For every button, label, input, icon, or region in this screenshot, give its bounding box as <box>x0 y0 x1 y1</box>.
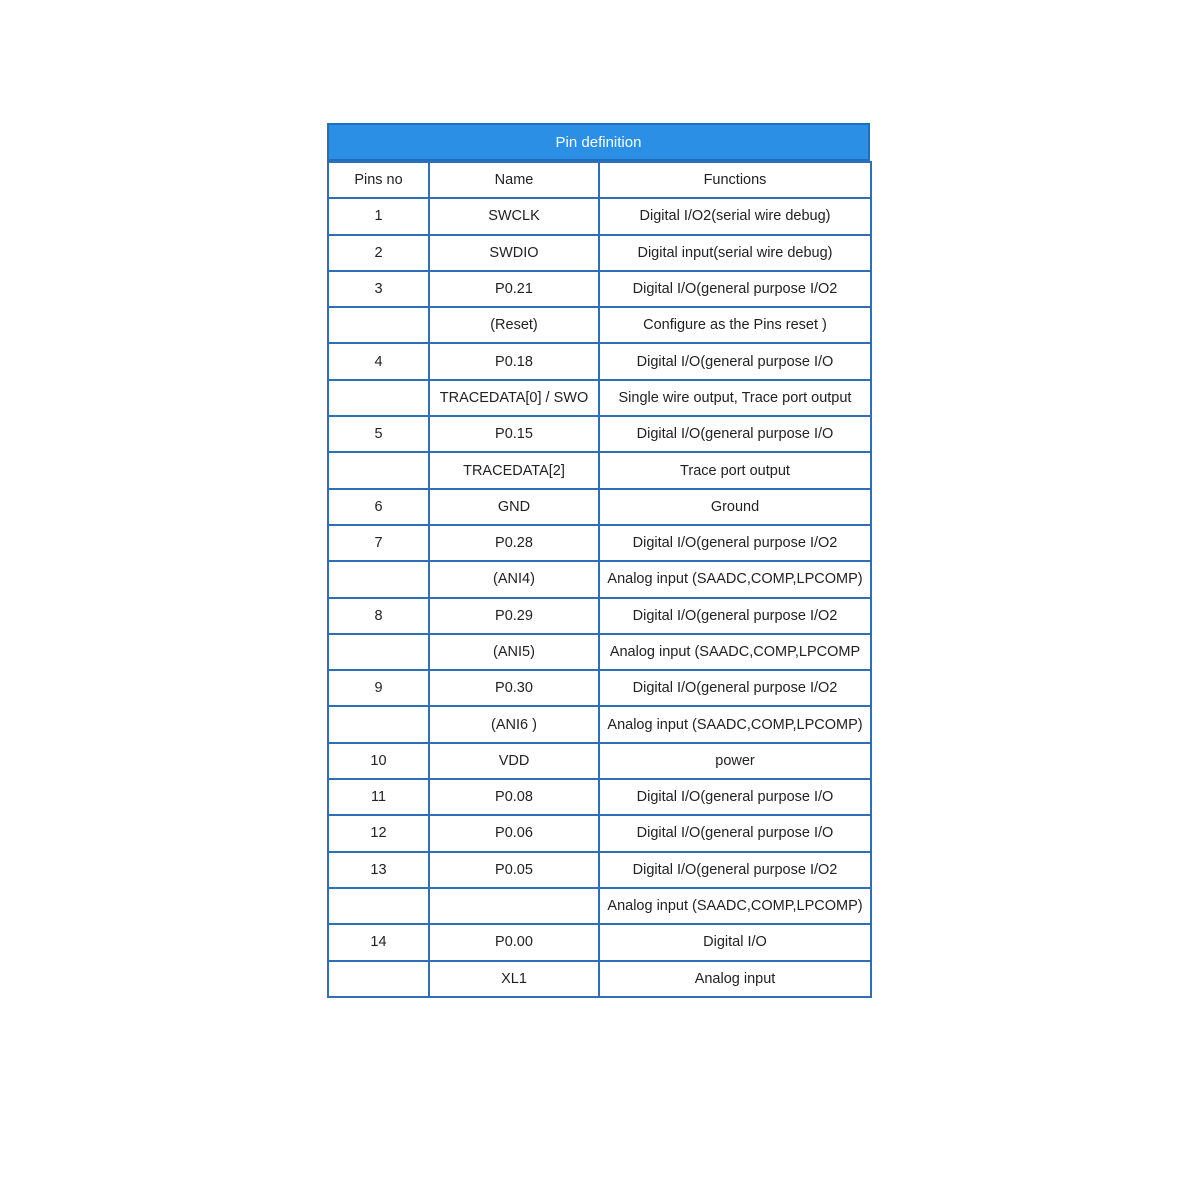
pin-name-cell: P0.21 <box>429 271 599 307</box>
pin-function-cell: Analog input <box>599 961 871 997</box>
pin-table <box>327 161 872 998</box>
pin-function-cell: Trace port output <box>599 452 871 488</box>
header-name: Name <box>429 162 599 198</box>
pin-name-cell: P0.00 <box>429 924 599 960</box>
pin-function-cell: Analog input (SAADC,COMP,LPCOMP) <box>599 706 871 742</box>
pin-name-cell: SWDIO <box>429 235 599 271</box>
pin-number-cell <box>328 706 429 742</box>
pin-function-cell: Digital I/O <box>599 924 871 960</box>
pin-table-body <box>328 162 871 997</box>
pin-number-cell <box>328 634 429 670</box>
pin-name-cell: P0.15 <box>429 416 599 452</box>
pin-number-cell <box>328 452 429 488</box>
pin-name-cell: P0.08 <box>429 779 599 815</box>
header-row <box>328 162 871 198</box>
pin-name-cell: P0.06 <box>429 815 599 851</box>
header-functions: Functions <box>599 162 871 198</box>
pin-name-cell: XL1 <box>429 961 599 997</box>
pin-name-cell: SWCLK <box>429 198 599 234</box>
pin-name-cell: P0.29 <box>429 598 599 634</box>
table-row <box>328 561 871 597</box>
pin-name-cell: (Reset) <box>429 307 599 343</box>
table-row <box>328 525 871 561</box>
table-row <box>328 706 871 742</box>
table-row <box>328 452 871 488</box>
table-row <box>328 815 871 851</box>
pin-name-cell: GND <box>429 489 599 525</box>
pin-function-cell: Analog input (SAADC,COMP,LPCOMP) <box>599 888 871 924</box>
pin-number-cell: 6 <box>328 489 429 525</box>
table-row <box>328 670 871 706</box>
pin-name-cell: P0.28 <box>429 525 599 561</box>
pin-number-cell: 10 <box>328 743 429 779</box>
pin-function-cell: Analog input (SAADC,COMP,LPCOMP <box>599 634 871 670</box>
pin-function-cell: Configure as the Pins reset ) <box>599 307 871 343</box>
pin-number-cell: 3 <box>328 271 429 307</box>
pin-number-cell: 11 <box>328 779 429 815</box>
table-row <box>328 271 871 307</box>
pin-function-cell: Digital I/O(general purpose I/O2 <box>599 271 871 307</box>
pin-number-cell: 14 <box>328 924 429 960</box>
pin-definition-panel <box>327 123 870 998</box>
pin-number-cell: 2 <box>328 235 429 271</box>
pin-function-cell: Digital I/O(general purpose I/O <box>599 779 871 815</box>
pin-function-cell: Digital I/O2(serial wire debug) <box>599 198 871 234</box>
pin-name-cell: TRACEDATA[2] <box>429 452 599 488</box>
table-row <box>328 743 871 779</box>
pin-number-cell: 8 <box>328 598 429 634</box>
pin-function-cell: Digital I/O(general purpose I/O2 <box>599 525 871 561</box>
pin-function-cell: Digital I/O(general purpose I/O2 <box>599 852 871 888</box>
table-row <box>328 235 871 271</box>
pin-number-cell <box>328 961 429 997</box>
pin-function-cell: Single wire output, Trace port output <box>599 380 871 416</box>
pin-number-cell <box>328 307 429 343</box>
pin-number-cell: 9 <box>328 670 429 706</box>
pin-function-cell: Digital I/O(general purpose I/O2 <box>599 670 871 706</box>
pin-number-cell <box>328 380 429 416</box>
pin-function-cell: Ground <box>599 489 871 525</box>
pin-function-cell: Digital I/O(general purpose I/O <box>599 815 871 851</box>
pin-name-cell: (ANI4) <box>429 561 599 597</box>
pin-name-cell: (ANI5) <box>429 634 599 670</box>
pin-name-cell: VDD <box>429 743 599 779</box>
table-row <box>328 961 871 997</box>
table-row <box>328 380 871 416</box>
pin-name-cell: (ANI6 ) <box>429 706 599 742</box>
table-row <box>328 888 871 924</box>
pin-number-cell: 1 <box>328 198 429 234</box>
pin-name-cell: TRACEDATA[0] / SWO <box>429 380 599 416</box>
pin-number-cell <box>328 888 429 924</box>
table-row <box>328 924 871 960</box>
table-row <box>328 852 871 888</box>
table-row <box>328 779 871 815</box>
pin-number-cell: 13 <box>328 852 429 888</box>
table-title: Pin definition <box>327 123 870 161</box>
pin-number-cell: 4 <box>328 343 429 379</box>
pin-number-cell <box>328 561 429 597</box>
pin-name-cell: P0.18 <box>429 343 599 379</box>
table-row <box>328 198 871 234</box>
table-row <box>328 307 871 343</box>
table-row <box>328 343 871 379</box>
pin-number-cell: 7 <box>328 525 429 561</box>
pin-function-cell: Digital I/O(general purpose I/O2 <box>599 598 871 634</box>
pin-function-cell: Digital I/O(general purpose I/O <box>599 416 871 452</box>
pin-function-cell: Digital I/O(general purpose I/O <box>599 343 871 379</box>
header-pins-no: Pins no <box>328 162 429 198</box>
pin-number-cell: 12 <box>328 815 429 851</box>
pin-function-cell: Analog input (SAADC,COMP,LPCOMP) <box>599 561 871 597</box>
pin-number-cell: 5 <box>328 416 429 452</box>
table-row <box>328 489 871 525</box>
pin-name-cell: P0.30 <box>429 670 599 706</box>
pin-function-cell: Digital input(serial wire debug) <box>599 235 871 271</box>
table-row <box>328 416 871 452</box>
pin-name-cell: P0.05 <box>429 852 599 888</box>
table-row <box>328 598 871 634</box>
pin-name-cell <box>429 888 599 924</box>
pin-function-cell: power <box>599 743 871 779</box>
table-row <box>328 634 871 670</box>
